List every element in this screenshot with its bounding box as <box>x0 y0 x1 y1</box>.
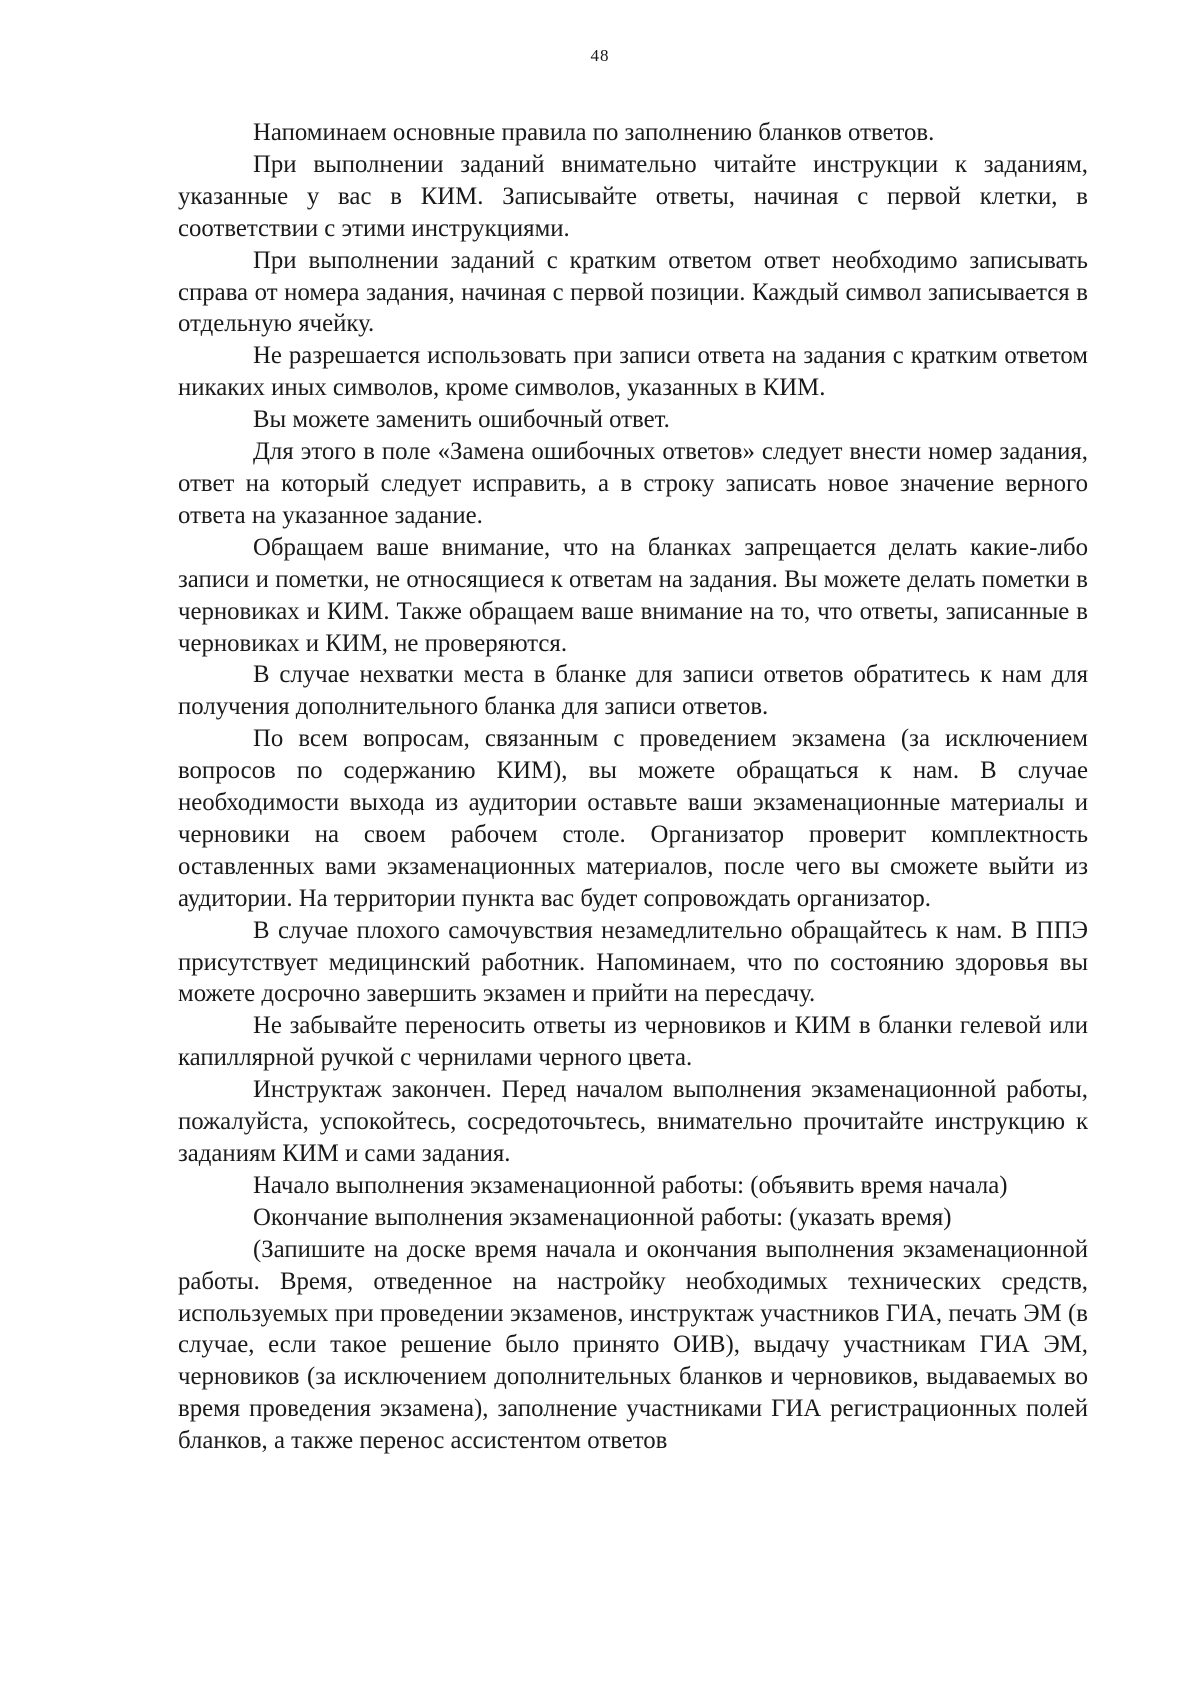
paragraph-allowed-symbols: Не разрешается использовать при записи ответа на задания с кратким ответом никаких иных символов, кроме символов, указанных в КИМ. <box>178 342 1088 402</box>
page-number: 48 <box>590 46 610 65</box>
paragraph-no-marks-warning: Обращаем ваше внимание, что на бланках запрещается делать какие-либо записи и пометки, не относящиеся к ответам на задания. Вы можете делать пометки в черновиках и КИМ. Также обращаем ваше внимание на то, что ответы, записанные в черновиках и КИМ, не проверяются. <box>178 533 1088 657</box>
paragraph-questions-and-leaving: По всем вопросам, связанным с проведением экзамена (за исключением вопросов по содержанию КИМ), вы можете обращаться к нам. В случае необходимости выхода из аудитории оставьте ваши экзаменационные материалы и черновики на своем рабочем столе. Организатор проверит комплектность оставленных вами экзаменационных материалов, после чего вы сможете выйти из аудитории. На территории пункта вас будет сопровождать организатор. <box>178 725 1088 912</box>
paragraph-replace-answer: Вы можете заменить ошибочный ответ. <box>253 406 670 434</box>
paragraph-health: В случае плохого самочувствия незамедлительно обращайтесь к нам. В ППЭ присутствует медицинский работник. Напоминаем, что по состоянию здоровья вы можете досрочно завершить экзамен и прийти на пересдачу. <box>178 916 1088 1008</box>
paragraph-replace-field: Для этого в поле «Замена ошибочных ответов» следует внести номер задания, ответ на который следует исправить, а в строку записать новое значение верного ответа на указанное задание. <box>178 438 1088 529</box>
paragraph-board-note: (Запишите на доске время начала и окончания выполнения экзаменационной работы. Время, отведенное на настройку необходимых технических средств, используемых при проведении экзаменов, инструктаж участников ГИА, печать ЭМ (в случае, если такое решение было принято ОИВ), выдачу участникам ГИА ЭМ, черновиков (за исключением дополнительных бланков и черновиков, выдаваемых во время проведения экзамена), заполнение участниками ГИА регистрационных полей бланков, а также перенос ассистентом ответов <box>178 1235 1088 1455</box>
paragraph-short-answer-format: При выполнении заданий с кратким ответом ответ необходимо записывать справа от номера задания, начиная с первой позиции. Каждый символ записывается в отдельную ячейку. <box>178 246 1088 338</box>
paragraph-transfer-answers: Не забывайте переносить ответы из черновиков и КИМ в бланки гелевой или капиллярной ручкой с чернилами черного цвета. <box>178 1012 1088 1072</box>
paragraph-answer-rules-intro: Напоминаем основные правила по заполнению бланков ответов. <box>253 119 935 146</box>
paragraph-briefing-finished: Инструктаж закончен. Перед началом выполнения экзаменационной работы, пожалуйста, успокойтесь, сосредоточьтесь, внимательно прочитайте инструкцию к заданиям КИМ и сами задания. <box>178 1076 1088 1167</box>
paragraph-extra-form: В случае нехватки места в бланке для записи ответов обратитесь к нам для получения дополнительного бланка для записи ответов. <box>178 661 1088 721</box>
document-body <box>178 117 1088 1457</box>
paragraph-start-time: Начало выполнения экзаменационной работы: (объявить время начала) <box>253 1171 1008 1199</box>
paragraph-read-instructions: При выполнении заданий внимательно читайте инструкции к заданиям, указанные у вас в КИМ. Записывайте ответы, начиная с первой клетки, в соответствии с этими инструкциями. <box>178 150 1088 242</box>
paragraph-end-time: Окончание выполнения экзаменационной работы: (указать время) <box>253 1203 952 1231</box>
